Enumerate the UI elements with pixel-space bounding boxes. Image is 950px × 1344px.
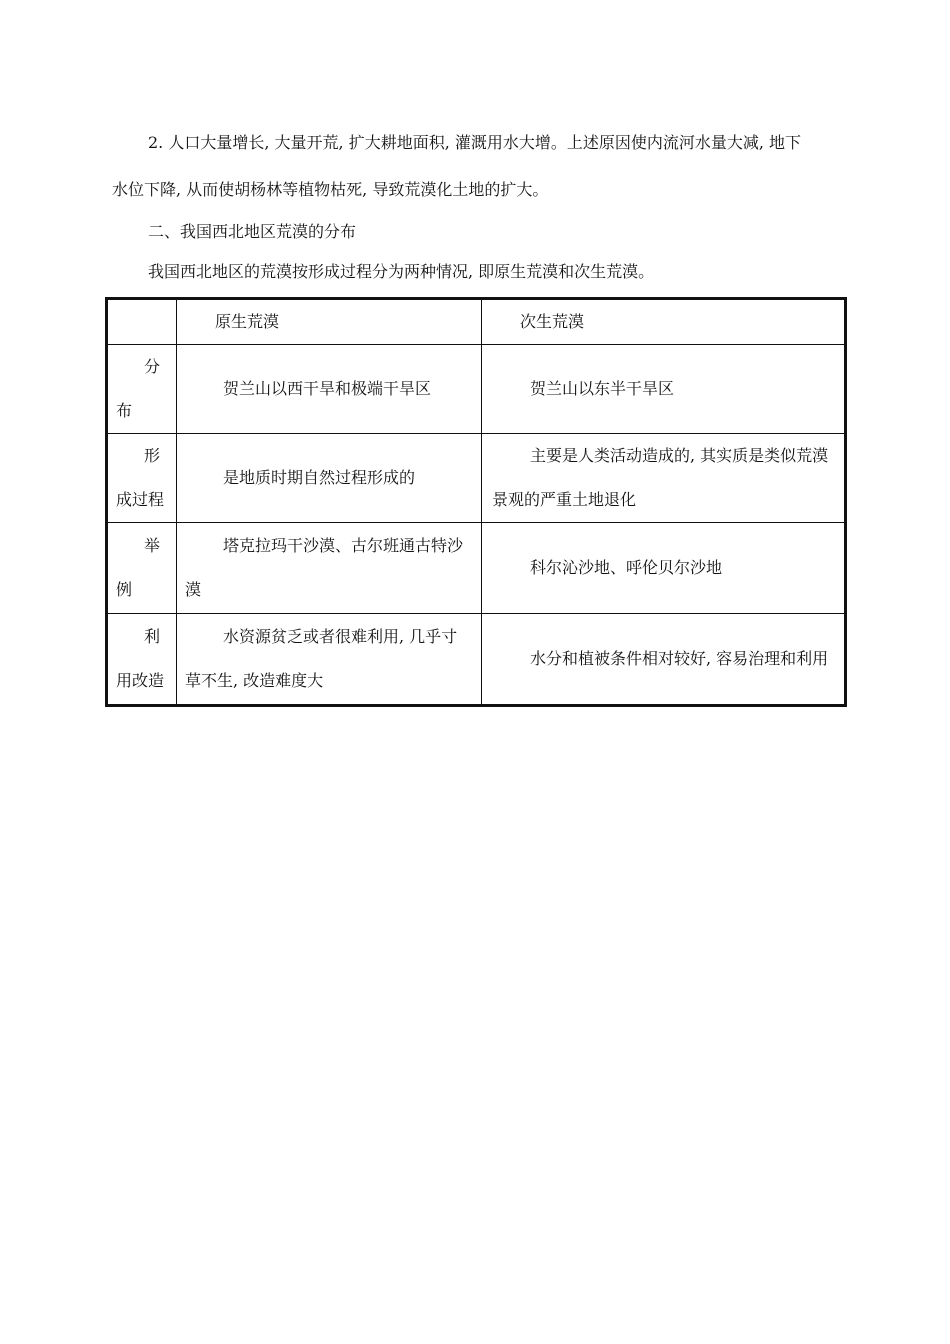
paragraph-2-line-2: 水位下降, 从而使胡杨林等植物枯死, 导致荒漠化土地的扩大。 [112, 180, 549, 199]
row-label-formation: 形 成过程 [107, 434, 177, 523]
paragraph-2-line-1: 2. 人口大量增长, 大量开荒, 扩大耕地面积, 灌溉用水大增。上述原因使内流河水量大减, 地下 [148, 133, 802, 152]
section-heading: 二、我国西北地区荒漠的分布 [148, 222, 357, 241]
table-cell: 塔克拉玛干沙漠、古尔班通古特沙 漠 [177, 523, 482, 614]
table-row [107, 345, 846, 434]
table-cell: 科尔沁沙地、呼伦贝尔沙地 [482, 523, 846, 614]
table-cell: 贺兰山以东半干旱区 [482, 345, 846, 434]
header-cell-empty [107, 299, 177, 345]
intro-paragraph: 我国西北地区的荒漠按形成过程分为两种情况, 即原生荒漠和次生荒漠。 [148, 262, 655, 281]
row-label-utilization: 利 用改造 [107, 614, 177, 706]
table-cell: 是地质时期自然过程形成的 [177, 434, 482, 523]
table-cell: 水资源贫乏或者很难利用, 几乎寸 草不生, 改造难度大 [177, 614, 482, 706]
table-header-row [107, 299, 846, 345]
header-cell-secondary: 次生荒漠 [482, 299, 846, 345]
table-cell: 水分和植被条件相对较好, 容易治理和利用 [482, 614, 846, 706]
table-row [107, 523, 846, 614]
row-label-examples: 举 例 [107, 523, 177, 614]
row-label-distribution: 分 布 [107, 345, 177, 434]
table-cell: 主要是人类活动造成的, 其实质是类似荒漠 景观的严重土地退化 [482, 434, 846, 523]
table-row [107, 614, 846, 706]
header-cell-primary: 原生荒漠 [177, 299, 482, 345]
table-row [107, 434, 846, 523]
table-cell: 贺兰山以西干旱和极端干旱区 [177, 345, 482, 434]
desert-comparison-table [105, 297, 847, 707]
